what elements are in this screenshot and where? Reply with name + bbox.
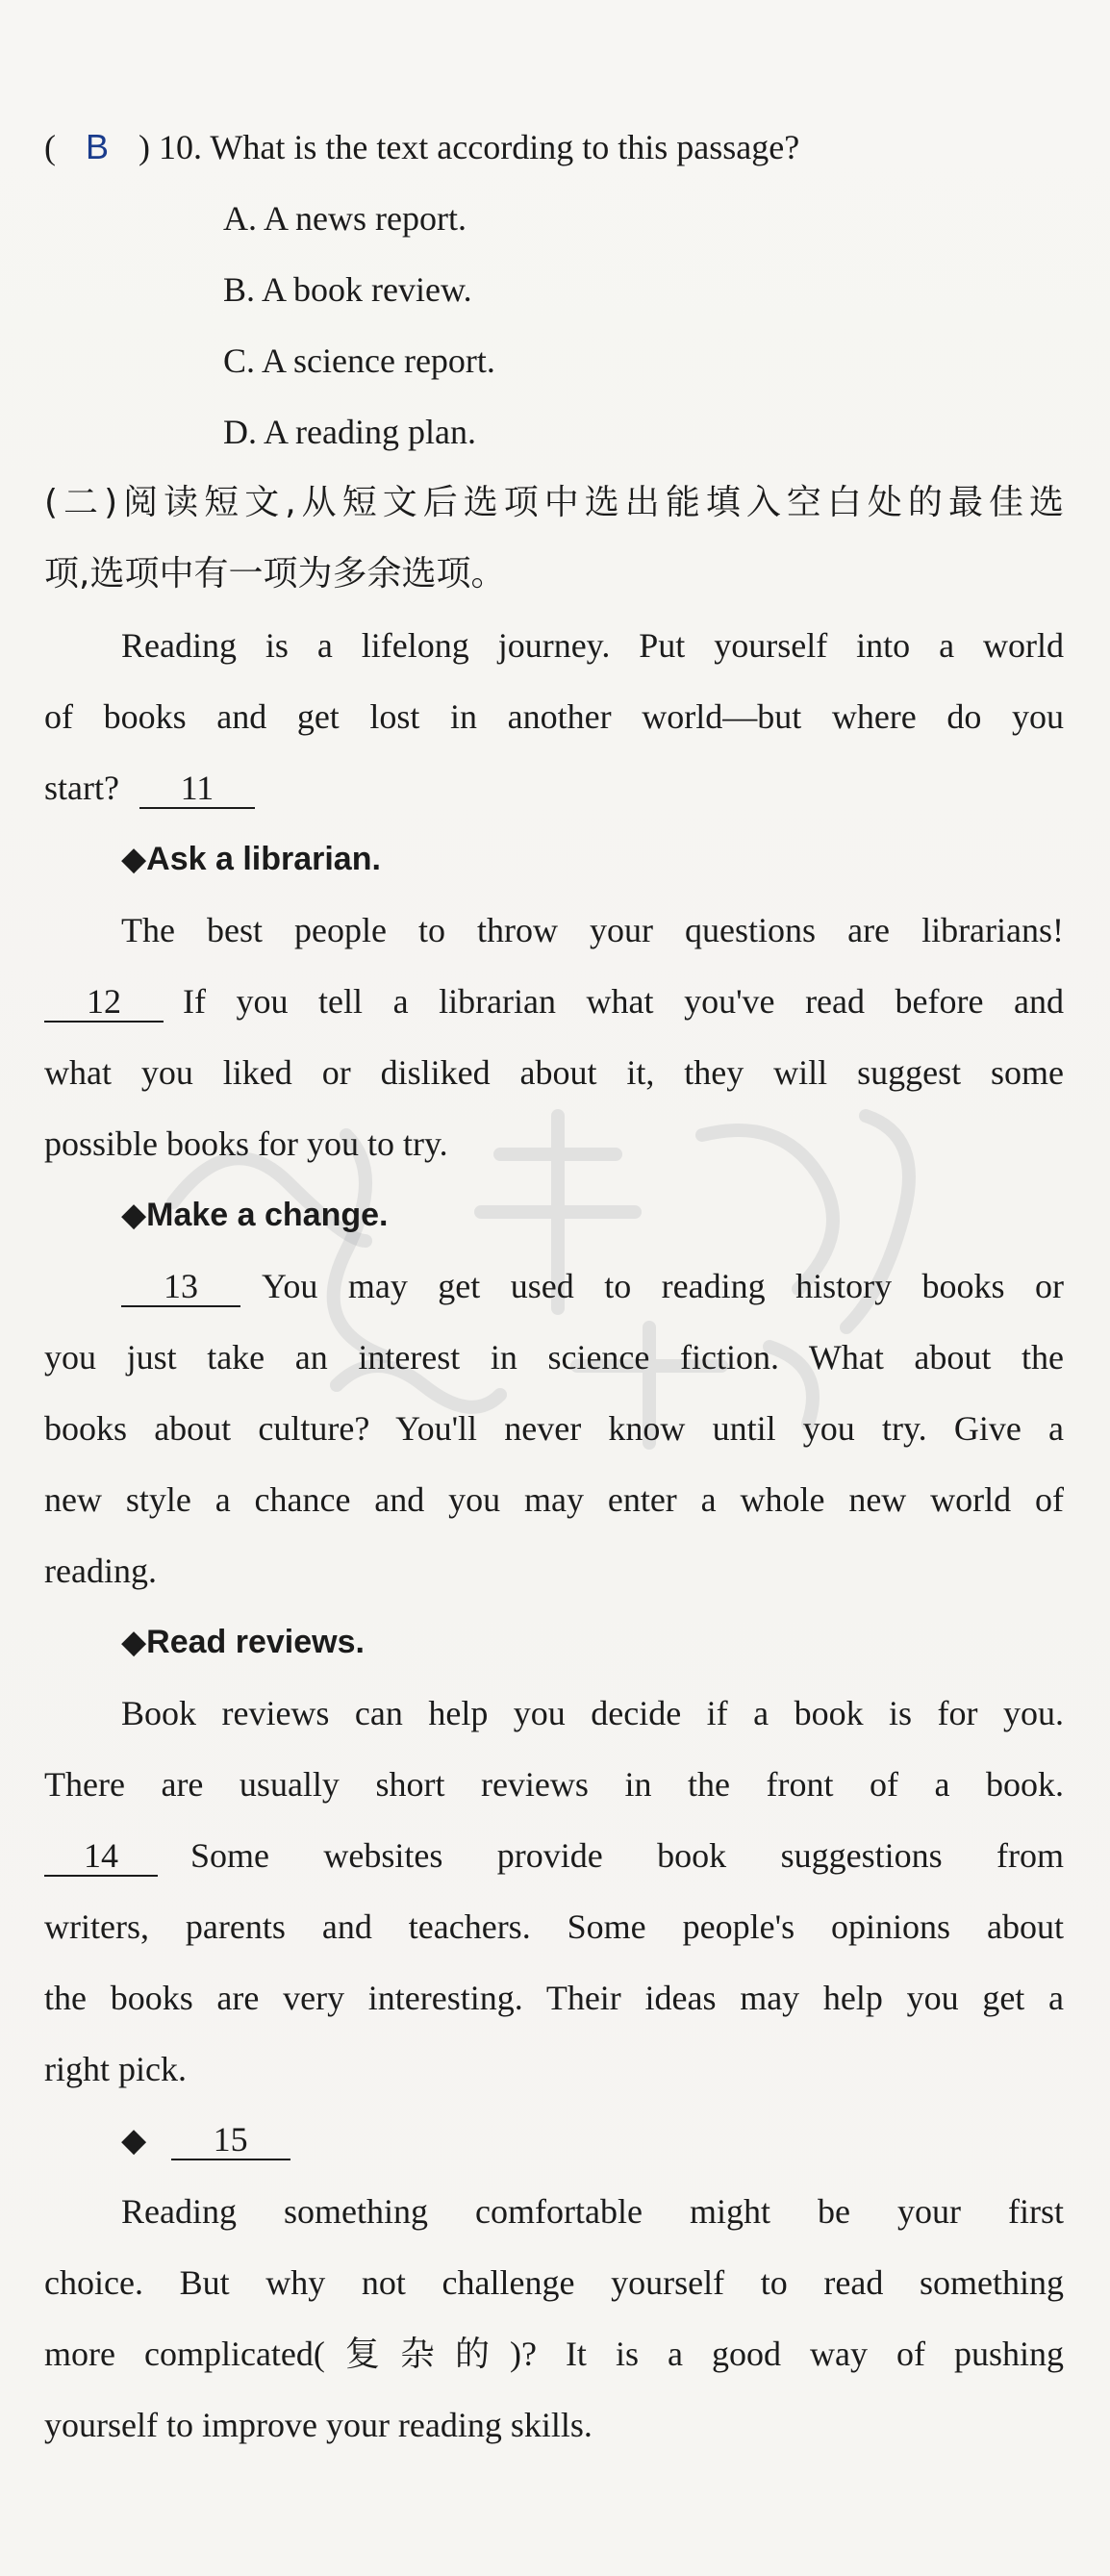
option-a: A. A news report. xyxy=(223,199,467,238)
p1-line1: Reading is a lifelong journey. Put yourself into a world xyxy=(121,626,1064,665)
p4-line3 xyxy=(44,1831,1064,1880)
p2-line4: possible books for you to try. xyxy=(44,1124,448,1163)
p4-line3-text: Some websites provide book suggestions from xyxy=(190,1836,1064,1875)
blank-14[interactable]: 14 xyxy=(44,1836,158,1877)
p3-line1 xyxy=(121,1262,1064,1310)
section-instruction-line2: 项,选项中有一项为多余选项。 xyxy=(44,554,506,593)
blank-12[interactable]: 12 xyxy=(44,982,164,1023)
paren-open: ( xyxy=(44,128,56,166)
p5-line1: Reading something comfortable might be your first xyxy=(121,2192,1064,2231)
question-text: 10. What is the text according to this passage? xyxy=(159,128,800,166)
answer-choice: B xyxy=(86,127,110,166)
diamond-icon: ◆ xyxy=(121,2122,147,2159)
p4-line4: writers, parents and teachers. Some people's opinions about xyxy=(44,1907,1064,1946)
p2-line2 xyxy=(44,977,1064,1025)
blank-13[interactable]: 13 xyxy=(121,1267,240,1307)
option-c: C. A science report. xyxy=(223,341,495,380)
blank-15[interactable]: 15 xyxy=(171,2120,290,2160)
section-instruction-line1: (二)阅读短文,从短文后选项中选出能填入空白处的最佳选 xyxy=(44,483,1064,522)
p4-line6: right pick. xyxy=(44,2050,187,2088)
p1-line3 xyxy=(44,764,1064,812)
p2-line1: The best people to throw your questions are librarians! xyxy=(121,911,1064,949)
p3-line4: new style a chance and you may enter a whole new world of xyxy=(44,1480,1064,1519)
option-d: D. A reading plan. xyxy=(223,413,476,451)
start-text: start? xyxy=(44,769,119,807)
heading-make-change: ◆Make a change. xyxy=(121,1197,389,1233)
p5-line3: more complicated(复杂的)? It is a good way of pushing xyxy=(44,2335,1064,2373)
p4-line1: Book reviews can help you decide if a book is for you. xyxy=(121,1694,1064,1732)
option-b: B. A book review. xyxy=(223,270,472,309)
p3-line1-text: You may get used to reading history books or xyxy=(262,1267,1064,1305)
heading-read-reviews: ◆Read reviews. xyxy=(121,1624,365,1660)
p4-line2: There are usually short reviews in the front of a book. xyxy=(44,1765,1064,1804)
p5-line4: yourself to improve your reading skills. xyxy=(44,2406,593,2444)
paren-close: ) xyxy=(139,128,151,166)
question-10-stem xyxy=(44,123,1064,171)
blank-11[interactable]: 11 xyxy=(139,769,255,809)
p2-line3: what you liked or disliked about it, they will suggest some xyxy=(44,1053,1064,1092)
p3-line5: reading. xyxy=(44,1552,157,1590)
p5-line2: choice. But why not challenge yourself to read something xyxy=(44,2263,1064,2302)
heading-ask-librarian: ◆Ask a librarian. xyxy=(121,841,381,877)
p3-line3: books about culture? You'll never know until you try. Give a xyxy=(44,1409,1064,1448)
p1-line2: of books and get lost in another world—but where do you xyxy=(44,697,1064,736)
p3-line2: you just take an interest in science fiction. What about the xyxy=(44,1338,1064,1376)
p2-line2-text: If you tell a librarian what you've read before and xyxy=(183,982,1064,1021)
p4-line5: the books are very interesting. Their ideas may help you get a xyxy=(44,1979,1064,2017)
heading-blank-15 xyxy=(121,2116,1064,2164)
